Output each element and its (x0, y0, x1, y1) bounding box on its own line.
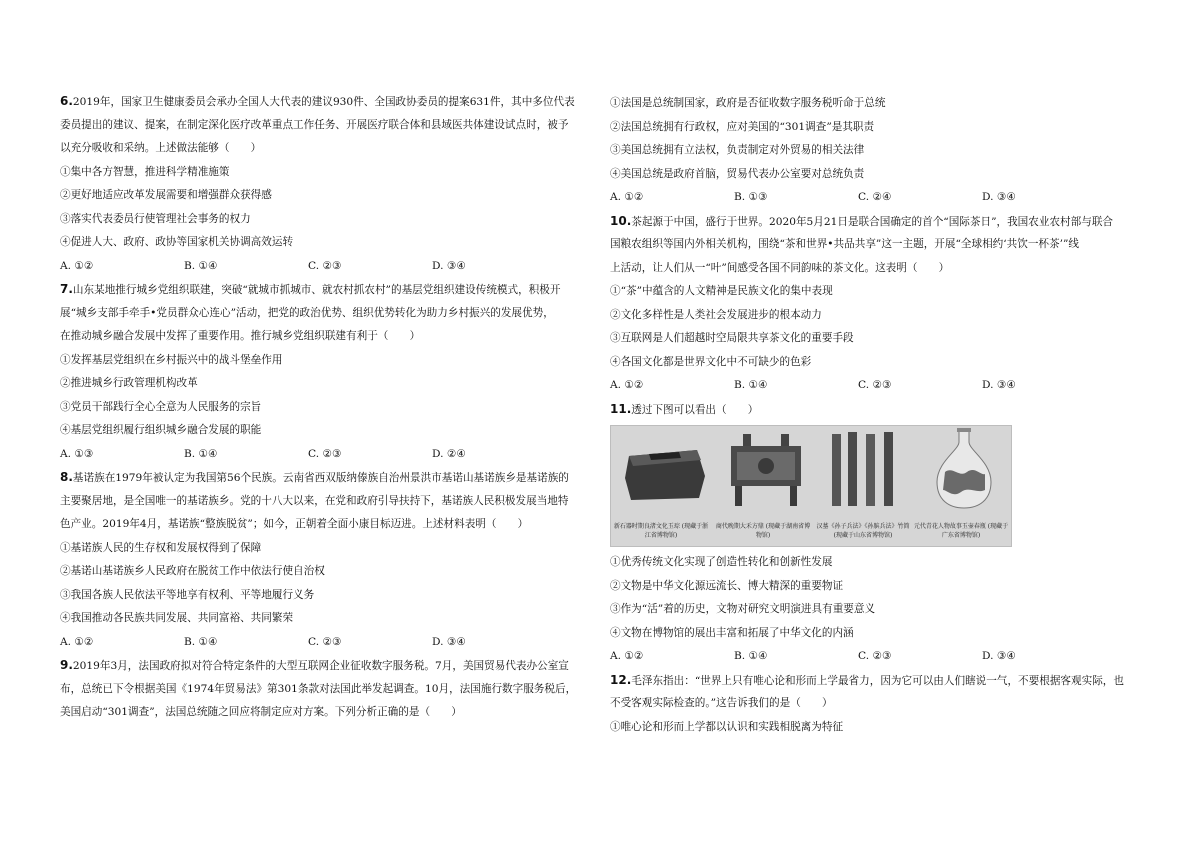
question-number: 9. (60, 658, 73, 672)
question-number: 11. (610, 401, 632, 416)
right-column (610, 92, 1140, 739)
question-stem-line: 展“城乡支部手牵手•党员群众心连心”活动，把党的政治优势、组织优势转化为助力乡村振兴的发展优势， (60, 306, 554, 319)
answer-d[interactable]: D. ③④ (982, 379, 1016, 391)
option-statement: ③互联网是人们超越时空局限共享茶文化的重要手段 (610, 332, 854, 344)
artifacts-figure (610, 425, 1012, 547)
question-7 (60, 278, 590, 466)
question-stem: 毛泽东指出：“世界上只有唯心论和形而上学最省力，因为它可以由人们瞎说一气，不要根据客观实际，也 (631, 674, 1124, 687)
question-number: 12. (610, 672, 632, 687)
question-stem-line: 上活动，让人们从一“叶”间感受各国不同韵味的茶文化。这表明（ ） (610, 261, 950, 274)
answer-c[interactable]: C. ②③ (858, 650, 892, 662)
answer-a[interactable]: A. ①② (610, 191, 644, 203)
option-statement: ①基诺族人民的生存权和发展权得到了保障 (60, 541, 262, 554)
option-statement: ④各国文化都是世界文化中不可缺少的色彩 (610, 355, 812, 368)
answer-d[interactable]: D. ③④ (432, 635, 466, 648)
option-statement: ②法国总统拥有行政权，应对美国的“301调查”是其职责 (610, 120, 875, 133)
option-statement: ①唯心论和形而上学都以认识和实践相脱离为特征 (610, 720, 844, 733)
option-statement: ②推进城乡行政管理机构改革 (60, 377, 198, 389)
answer-d[interactable]: D. ③④ (432, 259, 466, 272)
option-statement: ④我国推动各民族共同发展、共同富裕、共同繁荣 (60, 612, 294, 624)
answer-d[interactable]: D. ③④ (982, 650, 1016, 662)
option-statement: ③我国各族人民依法平等地享有权利、平等地履行义务 (60, 588, 315, 601)
option-statement: ①集中各方智慧，推进科学精准施策 (60, 165, 230, 178)
option-statement: ④基层党组织履行组织城乡融合发展的职能 (60, 424, 262, 436)
answer-b[interactable]: B. ①③ (734, 191, 768, 203)
answer-b[interactable]: B. ①④ (734, 379, 768, 391)
question-stem-line: 美国启动“301调查”，法国总统随之回应将制定应对方案。下列分析正确的是（ ） (60, 706, 462, 718)
answer-a[interactable]: A. ①② (60, 259, 94, 272)
answer-choices (60, 631, 590, 655)
option-statement: ②基诺山基诺族乡人民政府在脱贫工作中依法行使自治权 (60, 565, 325, 577)
option-statement: ①发挥基层党组织在乡村振兴中的战斗堡垒作用 (60, 353, 283, 366)
answer-a[interactable]: A. ①③ (60, 447, 94, 460)
question-stem: 茶起源于中国，盛行于世界。2020年5月21日是联合国确定的首个“国际茶日”，我国农业农村部与联合 (631, 215, 1114, 228)
answer-b[interactable]: B. ①④ (184, 635, 218, 648)
answer-d[interactable]: D. ③④ (982, 191, 1016, 203)
question-9 (60, 654, 590, 725)
option-statement: ②文物是中华文化源远流长、博大精深的重要物证 (610, 579, 844, 592)
question-stem: 2019年3月，法国政府拟对符合特定条件的大型互联网企业征收数字服务税。7月，美国贸易代表办公室宣 (72, 660, 569, 672)
question-stem-line: 布，总统已下令根据美国《1974年贸易法》第301条款对法国此举发起调查。10月，法国施行数字服务税后， (60, 682, 577, 695)
answer-a[interactable]: A. ①② (610, 650, 644, 662)
question-number: 10. (610, 213, 632, 228)
bamboo-slips-image (826, 430, 906, 510)
option-statement: ②更好地适应改革发展需要和增强群众获得感 (60, 189, 272, 201)
answer-b[interactable]: B. ①④ (734, 650, 768, 662)
question-number: 8. (60, 470, 73, 484)
question-stem-line: 国粮农组织等国内外相关机构，围绕“茶和世界•共品共享”这一主题，开展“全球相约‘共饮一杯茶’”线 (610, 238, 1079, 250)
option-statement: ④美国总统是政府首脑，贸易代表办公室要对总统负责 (610, 167, 865, 180)
question-number: 6. (60, 94, 73, 108)
question-9-continued (610, 92, 1140, 210)
question-6 (60, 90, 590, 278)
answer-choices (610, 186, 1140, 210)
option-statement: ③落实代表委员行使管理社会事务的权力 (60, 212, 251, 225)
figure-caption: 汉墓《孙子兵法》《孙膑兵法》竹简 (现藏于山东省博物馆) (816, 523, 910, 539)
question-stem: 2019年，国家卫生健康委员会承办全国人大代表的建议930件、全国政协委员的提案631件，其中多位代表 (72, 96, 575, 108)
left-column (60, 90, 590, 725)
answer-c[interactable]: C. ②③ (858, 379, 892, 391)
option-statement: ③美国总统拥有立法权，负责制定对外贸易的相关法律 (610, 144, 865, 156)
answer-a[interactable]: A. ①② (610, 379, 644, 391)
option-statement: ④文物在博物馆的展出丰富和拓展了中华文化的内涵 (610, 626, 854, 639)
answer-a[interactable]: A. ①② (60, 635, 94, 648)
question-10 (610, 210, 1140, 398)
answer-choices (610, 374, 1140, 398)
answer-c[interactable]: C. ②③ (308, 259, 342, 272)
answer-c[interactable]: C. ②④ (858, 191, 892, 203)
question-stem-line: 委员提出的建议、提案，在制定深化医疗改革重点工作任务、开展医疗联合体和县域医共体建设试点时，被予 (60, 118, 569, 131)
option-statement: ②文化多样性是人类社会发展进步的根本动力 (610, 308, 822, 321)
bronze-ding-image (721, 432, 811, 508)
question-stem-line: 不受客观实际检查的。”这告诉我们的是（ ） (610, 697, 833, 709)
question-number: 7. (60, 282, 73, 296)
option-statement: ①“茶”中蕴含的人文精神是民族文化的集中表现 (610, 285, 833, 297)
figure-caption: 元代青花人物故事玉壶春瓶 (现藏于广东省博物馆) (913, 523, 1009, 539)
jade-cong-image (619, 436, 711, 506)
answer-d[interactable]: D. ②④ (432, 447, 466, 460)
porcelain-vase-image (929, 428, 999, 512)
question-stem-line: 主要聚居地，是全国唯一的基诺族乡。党的十八大以来，在党和政府引导扶持下，基诺族人民积极发展当地特 (60, 494, 569, 507)
answer-choices (610, 645, 1140, 669)
answer-c[interactable]: C. ②③ (308, 635, 342, 648)
option-statement: ③党员干部践行全心全意为人民服务的宗旨 (60, 400, 262, 413)
question-8 (60, 466, 590, 654)
answer-choices (60, 255, 590, 279)
option-statement: ①法国是总统制国家，政府是否征收数字服务税听命于总统 (610, 97, 886, 109)
question-stem-line: 以充分吸收和采纳。上述做法能够（ ） (60, 142, 262, 154)
question-11 (610, 398, 1140, 669)
question-stem-line: 在推动城乡融合发展中发挥了重要作用。推行城乡党组织联建有利于（ ） (60, 330, 421, 342)
question-stem: 山东某地推行城乡党组织联建，突破“就城市抓城市、就农村抓农村”的基层党组织建设传统模式，积极开 (72, 284, 561, 296)
answer-b[interactable]: B. ①④ (184, 259, 218, 272)
figure-caption: 新石器时期良渚文化玉琮 (现藏于浙江省博物馆) (613, 523, 709, 539)
answer-b[interactable]: B. ①④ (184, 447, 218, 460)
question-stem-line: 色产业。2019年4月，基诺族“整族脱贫”；如今，正朝着全面小康目标迈进。上述材料表明（ ） (60, 518, 529, 530)
question-stem: 基诺族在1979年被认定为我国第56个民族。云南省西双版纳傣族自治州景洪市基诺山基诺族乡是基诺族的 (72, 472, 569, 484)
option-statement: ④促进人大、政府、政协等国家机关协调高效运转 (60, 236, 294, 248)
answer-choices (60, 443, 590, 467)
question-stem: 透过下图可以看出（ ） (631, 403, 759, 416)
option-statement: ①优秀传统文化实现了创造性转化和创新性发展 (610, 556, 833, 568)
option-statement: ③作为“活”着的历史，文物对研究文明演进具有重要意义 (610, 603, 876, 615)
figure-caption: 商代晚期大禾方鼎 (现藏于湖南省博物馆) (715, 523, 811, 539)
answer-c[interactable]: C. ②③ (308, 447, 342, 460)
question-12 (610, 669, 1140, 740)
